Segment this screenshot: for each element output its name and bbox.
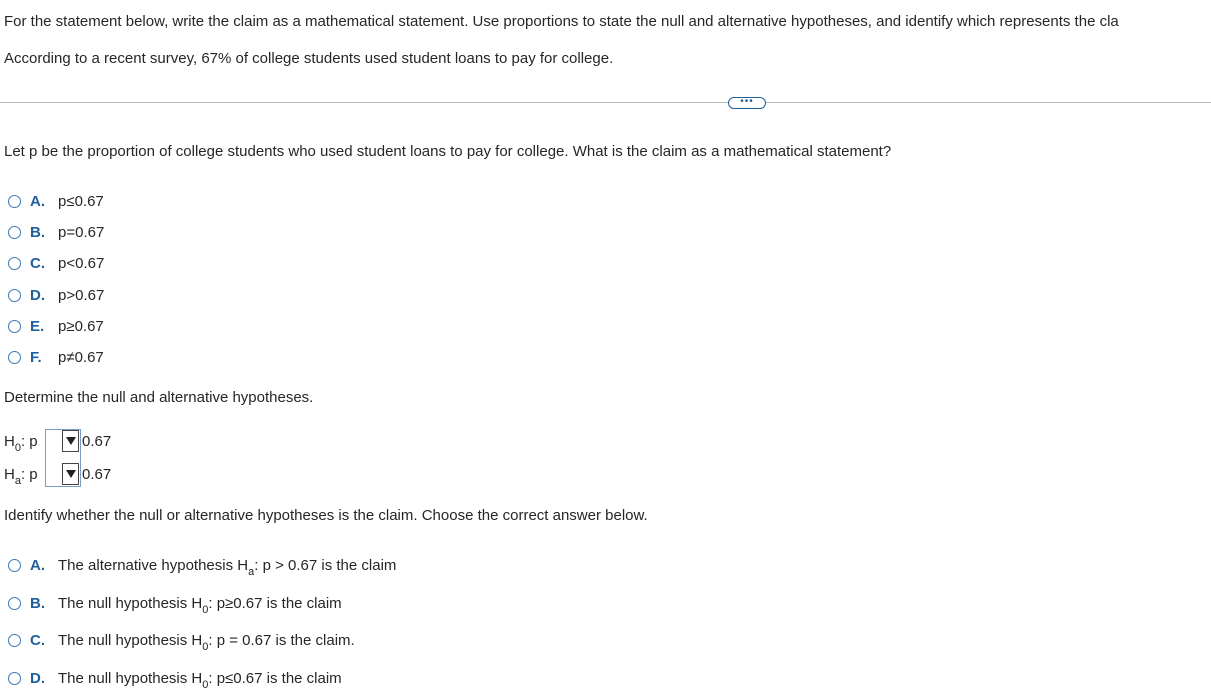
- question-hypotheses: Determine the null and alternative hypotheses.: [4, 389, 314, 406]
- radio-button[interactable]: [8, 289, 21, 302]
- option-text: p<0.67: [58, 254, 105, 272]
- option-letter: C.: [30, 631, 45, 649]
- claim-option-c[interactable]: [8, 253, 104, 273]
- option-letter: E.: [30, 317, 45, 335]
- identify-option-b[interactable]: [8, 593, 342, 616]
- option-text: p=0.67: [58, 223, 105, 241]
- radio-button[interactable]: [8, 320, 21, 333]
- option-text: The null hypothesis $H_0$: p≥0.67 is the claim: [58, 594, 342, 616]
- alt-hypothesis-label: $H_a$: p: [4, 465, 38, 487]
- instructions-text: For the statement below, write the claim as a mathematical statement. Use proportions to state the null and alternative hypotheses, and identify which represents the cla: [4, 13, 1119, 30]
- statement-text: According to a recent survey, 67% of college students used student loans to pay for college.: [4, 50, 614, 67]
- radio-button[interactable]: [8, 597, 21, 610]
- option-letter: B.: [30, 223, 45, 241]
- identify-option-c[interactable]: [8, 630, 355, 653]
- option-letter: B.: [30, 594, 45, 612]
- radio-button[interactable]: [8, 351, 21, 364]
- claim-option-e[interactable]: [8, 316, 104, 336]
- claim-option-b[interactable]: [8, 222, 104, 242]
- radio-button[interactable]: [8, 559, 21, 572]
- alt-value: 0.67: [82, 465, 112, 483]
- option-text: p≥0.67: [58, 317, 104, 335]
- null-hypothesis-row: [4, 429, 111, 453]
- radio-button[interactable]: [8, 634, 21, 647]
- question-claim: Let p be the proportion of college students who used student loans to pay for college. What is the claim as a mathematical statement?: [4, 143, 892, 160]
- identify-option-a[interactable]: [8, 555, 397, 578]
- claim-option-a[interactable]: [8, 191, 104, 211]
- alt-hypothesis-row: [4, 462, 111, 486]
- claim-option-f[interactable]: [8, 347, 104, 367]
- divider: [0, 102, 1211, 103]
- more-button[interactable]: •••: [728, 97, 766, 109]
- dropdown-arrow-icon: [66, 437, 76, 445]
- question-identify: Identify whether the null or alternative hypotheses is the claim. Choose the correct answer below.: [4, 507, 648, 524]
- option-letter: D.: [30, 286, 45, 304]
- null-hypothesis-label: $H_0$: p: [4, 432, 38, 454]
- option-letter: F.: [30, 348, 42, 366]
- claim-option-d[interactable]: [8, 285, 104, 305]
- option-letter: C.: [30, 254, 45, 272]
- option-text: p≠0.67: [58, 348, 104, 366]
- option-text: p>0.67: [58, 286, 105, 304]
- option-text: The alternative hypothesis $H_a$: p > 0.67 is the claim: [58, 556, 397, 578]
- identify-option-d[interactable]: [8, 668, 342, 691]
- option-text: The null hypothesis $H_0$: p≤0.67 is the claim: [58, 669, 342, 691]
- option-letter: D.: [30, 669, 45, 687]
- alt-relation-dropdown[interactable]: [62, 463, 79, 485]
- null-relation-dropdown[interactable]: [62, 430, 79, 452]
- option-text: p≤0.67: [58, 192, 104, 210]
- radio-button[interactable]: [8, 257, 21, 270]
- option-letter: A.: [30, 192, 45, 210]
- option-letter: A.: [30, 556, 45, 574]
- null-value: 0.67: [82, 432, 112, 450]
- option-text: The null hypothesis $H_0$: p = 0.67 is the claim.: [58, 631, 355, 653]
- radio-button[interactable]: [8, 195, 21, 208]
- dropdown-arrow-icon: [66, 470, 76, 478]
- radio-button[interactable]: [8, 226, 21, 239]
- radio-button[interactable]: [8, 672, 21, 685]
